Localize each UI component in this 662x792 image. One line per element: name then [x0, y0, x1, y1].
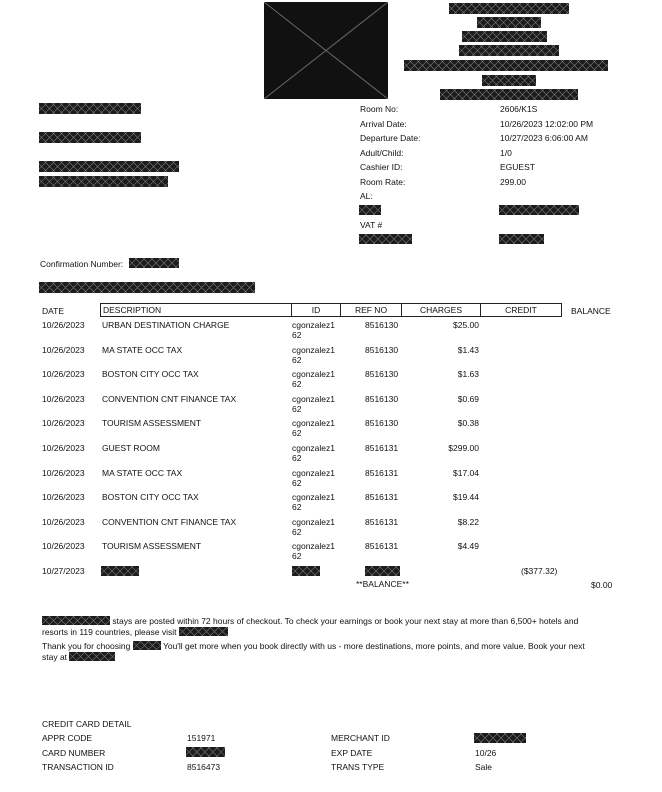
- al-label: AL:: [360, 191, 373, 201]
- row-charges: $17.04: [453, 467, 479, 478]
- row-description: MA STATE OCC TAX: [102, 467, 183, 478]
- row-date: 10/26/2023: [42, 393, 85, 404]
- card-detail-title: CREDIT CARD DETAIL: [42, 719, 132, 729]
- appr-code-value: 151971: [187, 733, 216, 743]
- payment-date: 10/27/2023: [42, 566, 85, 576]
- confirmation-label: Confirmation Number:: [40, 259, 124, 269]
- row-id: cgonzalez1: [292, 369, 336, 380]
- table-row: [0, 517, 662, 541]
- table-row: [0, 369, 662, 393]
- row-ref-no: 8516131: [365, 443, 399, 453]
- redacted-hotel-name: [449, 3, 569, 14]
- row-date: 10/26/2023: [42, 369, 85, 380]
- row-ref-no: 8516130: [365, 393, 399, 404]
- row-id-continued: 62: [292, 502, 302, 513]
- card-number-label: CARD NUMBER: [42, 748, 106, 758]
- row-id-continued: 62: [292, 354, 302, 365]
- hotel-logo-redacted: [264, 2, 388, 99]
- header-ref-no: REF NO: [340, 303, 402, 317]
- adult-child-label: Adult/Child:: [360, 148, 404, 158]
- row-id: cgonzalez1: [292, 541, 336, 552]
- redacted-confirmation-number: [129, 258, 179, 268]
- cashier-label: Cashier ID:: [360, 162, 403, 172]
- balance-value: $0.00: [591, 580, 613, 590]
- row-charges: $25.00: [453, 320, 479, 330]
- row-date: 10/26/2023: [42, 344, 85, 355]
- exp-date-value: 10/26: [475, 748, 497, 758]
- row-id: cgonzalez1: [292, 443, 336, 453]
- row-description: CONVENTION CNT FINANCE TAX: [102, 393, 237, 404]
- header-id: ID: [291, 303, 341, 317]
- row-charges: $19.44: [453, 492, 479, 503]
- header-date: DATE: [42, 306, 65, 316]
- row-description: TOURISM ASSESSMENT: [102, 418, 202, 429]
- row-id-continued: 62: [292, 330, 302, 340]
- row-charges: $0.38: [457, 418, 479, 429]
- cashier-value: EGUEST: [500, 162, 535, 172]
- room-no-label: Room No:: [360, 104, 399, 114]
- row-date: 10/26/2023: [42, 320, 85, 330]
- row-id-continued: 62: [292, 526, 302, 537]
- row-id-continued: 62: [292, 551, 302, 562]
- trans-type-value: Sale: [475, 762, 493, 772]
- room-rate-value: 299.00: [500, 177, 526, 187]
- row-id: cgonzalez1: [292, 393, 336, 404]
- redacted-booking-link[interactable]: [69, 652, 115, 661]
- row-ref-no: 8516130: [365, 369, 399, 380]
- row-ref-no: 8516130: [365, 320, 399, 330]
- payment-credit: ($377.32): [521, 566, 558, 576]
- row-ref-no: 8516130: [365, 344, 399, 355]
- room-rate-label: Room Rate:: [360, 177, 406, 187]
- redacted-payment-description: [101, 566, 139, 576]
- row-description: GUEST ROOM: [102, 443, 160, 453]
- balance-label: **BALANCE**: [356, 579, 409, 589]
- redacted-vat-value: [499, 234, 544, 244]
- row-id: cgonzalez1: [292, 344, 336, 355]
- row-charges: $1.43: [457, 344, 479, 355]
- redacted-guest-full-line: [39, 282, 255, 293]
- row-charges: $0.69: [457, 393, 479, 404]
- departure-value: 10/27/2023 6:06:00 AM: [500, 133, 588, 143]
- row-date: 10/26/2023: [42, 467, 85, 478]
- row-description: TOURISM ASSESSMENT: [102, 541, 202, 552]
- row-id: cgonzalez1: [292, 418, 336, 429]
- redacted-guest-line: [39, 176, 168, 187]
- row-description: BOSTON CITY OCC TAX: [102, 492, 199, 503]
- redacted-guest-name: [39, 103, 141, 114]
- arrival-value: 10/26/2023 12:02:00 PM: [500, 119, 594, 129]
- redacted-guest-line: [39, 132, 141, 143]
- row-date: 10/26/2023: [42, 541, 85, 552]
- redacted-address-line: [477, 17, 541, 28]
- row-charges: $1.63: [457, 369, 479, 380]
- row-id-continued: 62: [292, 403, 302, 414]
- header-description: DESCRIPTION: [100, 303, 292, 317]
- row-description: URBAN DESTINATION CHARGE: [102, 320, 230, 330]
- header-balance: BALANCE: [571, 306, 611, 316]
- redacted-al-value: [359, 205, 381, 215]
- merchant-id-label: MERCHANT ID: [331, 733, 390, 743]
- table-row: [0, 541, 662, 565]
- row-date: 10/26/2023: [42, 418, 85, 429]
- table-row: [0, 320, 662, 344]
- row-id-continued: 62: [292, 477, 302, 488]
- loyalty-paragraph: stays are posted within 72 hours of checkout. To check your earnings or book your next stay at more than 6,500+ hotels and resorts in 119 countries, please visit: [42, 616, 622, 638]
- transaction-id-value: 8516473: [187, 762, 221, 772]
- row-id-continued: 62: [292, 379, 302, 390]
- row-date: 10/26/2023: [42, 492, 85, 503]
- thank-you-paragraph: Thank you for choosing You'll get more when you book directly with us - more destinations, more points, and more value. Book your next stay at: [42, 641, 585, 662]
- row-date: 10/26/2023: [42, 516, 85, 527]
- table-row: [0, 394, 662, 418]
- row-date: 10/26/2023: [42, 443, 85, 453]
- row-description: CONVENTION CNT FINANCE TAX: [102, 516, 237, 527]
- row-charges: $8.22: [457, 516, 479, 527]
- row-ref-no: 8516131: [365, 516, 399, 527]
- row-id: cgonzalez1: [292, 492, 336, 503]
- table-row: [0, 443, 662, 467]
- redacted-brand-name: [133, 641, 161, 650]
- vat-label: VAT #: [360, 220, 383, 230]
- transaction-id-label: TRANSACTION ID: [42, 762, 114, 772]
- redacted-address-line: [482, 75, 536, 86]
- departure-label: Departure Date:: [360, 133, 421, 143]
- room-no-value: 2606/K1S: [500, 104, 538, 114]
- redacted-program-name: [42, 616, 110, 625]
- row-charges: $299.00: [448, 443, 479, 453]
- table-row: [0, 345, 662, 369]
- table-row: [0, 468, 662, 492]
- redacted-guest-line: [39, 161, 179, 172]
- row-ref-no: 8516130: [365, 418, 399, 429]
- row-description: BOSTON CITY OCC TAX: [102, 369, 199, 380]
- redacted-payment-id: [292, 566, 320, 576]
- arrival-label: Arrival Date:: [360, 119, 407, 129]
- redacted-card-number: [186, 747, 225, 757]
- row-description: MA STATE OCC TAX: [102, 344, 183, 355]
- redacted-address-line: [459, 45, 559, 56]
- trans-type-label: TRANS TYPE: [331, 762, 385, 772]
- row-id: cgonzalez1: [292, 320, 336, 330]
- redacted-website-link[interactable]: [179, 627, 228, 636]
- redacted-merchant-id: [474, 733, 526, 743]
- appr-code-label: APPR CODE: [42, 733, 93, 743]
- redacted-address-line: [404, 60, 608, 71]
- exp-date-label: EXP DATE: [331, 748, 373, 758]
- row-ref-no: 8516131: [365, 541, 399, 552]
- row-id: cgonzalez1: [292, 467, 336, 478]
- redacted-address-line: [440, 89, 578, 100]
- redacted-payment-ref: [365, 566, 400, 576]
- row-charges: $4.49: [457, 541, 479, 552]
- row-id-continued: 62: [292, 428, 302, 439]
- row-id-continued: 62: [292, 453, 302, 463]
- row-id: cgonzalez1: [292, 516, 336, 527]
- row-ref-no: 8516131: [365, 492, 399, 503]
- header-credit: CREDIT: [480, 303, 562, 317]
- redacted-address-line: [462, 31, 547, 42]
- table-row: [0, 492, 662, 516]
- table-row: [0, 418, 662, 442]
- adult-child-value: 1/0: [500, 148, 512, 158]
- redacted-vat-value: [359, 234, 412, 244]
- row-ref-no: 8516131: [365, 467, 399, 478]
- redacted-al-value: [499, 205, 579, 215]
- header-charges: CHARGES: [401, 303, 481, 317]
